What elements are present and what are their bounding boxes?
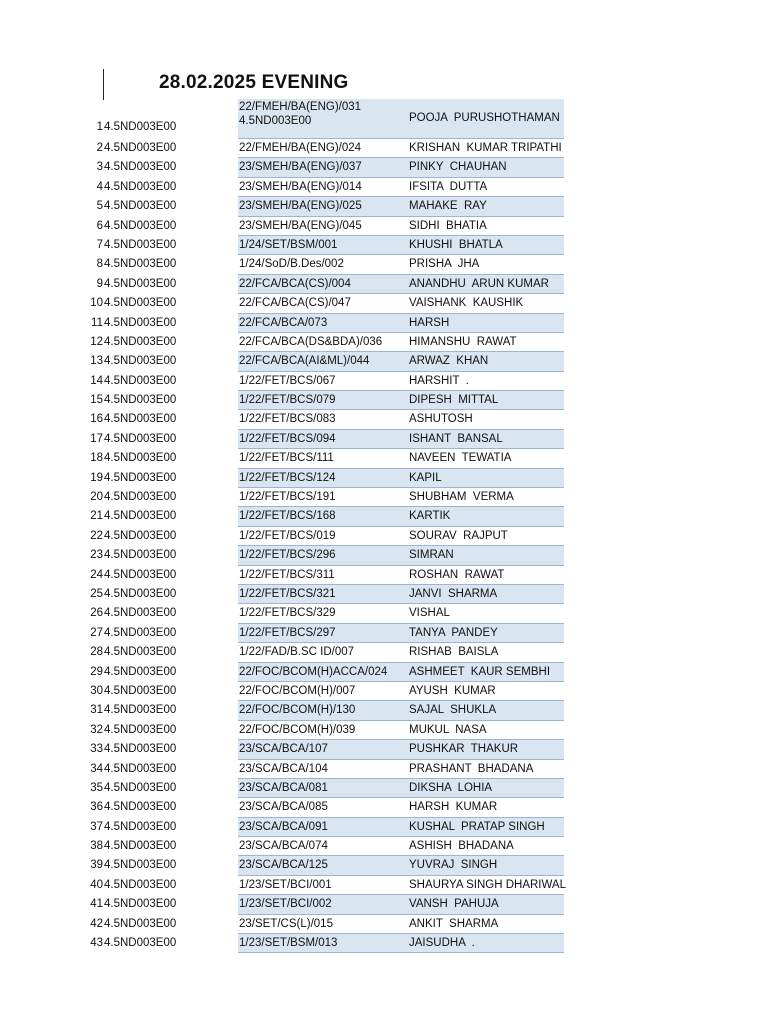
exam-code: 4.5ND003E00	[104, 743, 177, 756]
exam-code: 4.5ND003E00	[104, 529, 177, 542]
exam-code: 4.5ND003E00	[104, 297, 177, 310]
record-cell	[238, 546, 564, 565]
student-name: SIDHI BHATIA	[409, 219, 487, 232]
serial-number: 23	[90, 549, 103, 562]
record-cell	[238, 158, 564, 177]
record-cell	[238, 915, 564, 934]
student-name: VISHAL	[409, 607, 450, 620]
serial-number: 9	[96, 277, 103, 290]
serial-number: 1	[96, 121, 103, 133]
record-cell	[238, 604, 564, 623]
roll-number: 1/22/FET/BCS/111	[239, 452, 334, 465]
roll-number: 1/22/FET/BCS/297	[239, 626, 336, 639]
exam-code: 4.5ND003E00	[104, 277, 177, 290]
student-name: YUVRAJ SINGH	[409, 859, 498, 872]
roll-number: 22/FOC/BCOM(H)ACCA/024	[239, 665, 388, 678]
record-cell	[238, 430, 564, 449]
student-name: JAISUDHA .	[409, 937, 475, 950]
table-row	[0, 876, 768, 895]
serial-number: 18	[90, 452, 103, 465]
record-cell	[238, 779, 564, 798]
record-cell	[238, 818, 564, 837]
student-name: MAHAKE RAY	[409, 200, 487, 213]
student-name: ISHANT BANSAL	[409, 432, 503, 445]
student-name: KUSHAL PRATAP SINGH	[409, 820, 545, 833]
roll-number: 22/FMEH/BA(ENG)/024	[239, 142, 362, 154]
serial-number: 34	[90, 762, 103, 775]
serial-number: 12	[90, 335, 103, 348]
exam-code: 4.5ND003E00	[104, 374, 177, 387]
student-name: KARTIK	[409, 510, 451, 523]
exam-code: 4.5ND003E00	[104, 937, 177, 950]
roll-number: 1/22/FET/BCS/019	[239, 529, 336, 542]
serial-number: 5	[96, 200, 103, 213]
serial-number: 16	[90, 413, 103, 426]
record-cell	[238, 217, 564, 236]
serial-number: 30	[90, 684, 103, 697]
record-cell	[238, 449, 564, 468]
roll-number: 23/SMEH/BA(ENG)/025	[239, 200, 362, 213]
roll-number: 1/23/SET/BSM/013	[239, 937, 338, 950]
serial-number: 24	[90, 568, 103, 581]
roll-number: 1/23/SET/BCI/002	[239, 898, 332, 911]
exam-code: 4.5ND003E00	[104, 762, 177, 775]
student-name: HARSH KUMAR	[409, 801, 498, 814]
serial-number: 39	[90, 859, 103, 872]
exam-code: 4.5ND003E00	[104, 801, 177, 814]
exam-code: 4.5ND003E00	[104, 607, 177, 620]
roll-number: 22/FCA/BCA(CS)/004	[239, 277, 351, 290]
exam-code: 4.5ND003E00	[104, 646, 177, 659]
table-row	[0, 721, 768, 740]
record-cell	[238, 585, 564, 604]
student-name: ARWAZ KHAN	[409, 355, 489, 368]
exam-code: 4.5ND003E00	[104, 432, 177, 445]
page-title: 28.02.2025 EVENING	[159, 72, 349, 93]
roll-number: 22/FCA/BCA(AI&ML)/044	[239, 355, 370, 368]
exam-code: 4.5ND003E00	[104, 859, 177, 872]
student-name: MUKUL NASA	[409, 723, 487, 736]
table-row	[0, 915, 768, 934]
record-cell	[238, 333, 564, 352]
serial-number: 13	[90, 355, 103, 368]
roll-number: 1/22/FET/BCS/311	[239, 568, 335, 581]
serial-number: 4	[96, 180, 103, 193]
student-name: PUSHKAR THAKUR	[409, 743, 519, 756]
serial-number: 40	[90, 878, 103, 891]
table-row	[0, 275, 768, 294]
table-row	[0, 410, 768, 429]
student-name: KRISHAN KUMAR TRIPATHI	[409, 142, 562, 154]
table-row	[0, 139, 768, 158]
student-name: VANSH PAHUJA	[409, 898, 499, 911]
student-name: NAVEEN TEWATIA	[409, 452, 512, 465]
roll-number	[239, 100, 361, 128]
serial-number: 26	[90, 607, 103, 620]
serial-number: 38	[90, 840, 103, 853]
exam-code: 4.5ND003E00	[104, 121, 177, 133]
exam-code: 4.5ND003E00	[104, 587, 177, 600]
table-row	[0, 391, 768, 410]
serial-number: 10	[90, 297, 103, 310]
serial-number: 25	[90, 587, 103, 600]
serial-number: 27	[90, 626, 103, 639]
serial-number: 20	[90, 491, 103, 504]
student-name: SOURAV RAJPUT	[409, 529, 508, 542]
roll-number: 22/FCA/BCA(DS&BDA)/036	[239, 335, 383, 348]
roll-number: 1/23/SET/BCI/001	[239, 878, 332, 891]
exam-code: 4.5ND003E00	[104, 452, 177, 465]
serial-number: 42	[90, 917, 103, 930]
table-row	[0, 507, 768, 526]
roll-number: 22/FCA/BCA(CS)/047	[239, 297, 351, 310]
roll-number-line-2: 4.5ND003E00	[239, 115, 312, 127]
student-name: TANYA PANDEY	[409, 626, 498, 639]
roll-number: 1/24/SET/BSM/001	[239, 238, 338, 251]
record-cell	[238, 798, 564, 817]
table-row	[0, 701, 768, 720]
exam-code: 4.5ND003E00	[104, 219, 177, 232]
roll-number: 1/24/SoD/B.Des/002	[239, 258, 344, 271]
table-row	[0, 449, 768, 468]
record-cell	[238, 624, 564, 643]
record-cell	[238, 876, 564, 895]
exam-code: 4.5ND003E00	[104, 898, 177, 911]
exam-code: 4.5ND003E00	[104, 258, 177, 271]
table-row	[0, 430, 768, 449]
roll-number: 22/FOC/BCOM(H)/007	[239, 684, 356, 697]
table-row	[0, 527, 768, 546]
record-cell	[238, 643, 564, 662]
exam-code: 4.5ND003E00	[104, 180, 177, 193]
record-cell	[238, 469, 564, 488]
table-row	[0, 798, 768, 817]
table-row	[0, 352, 768, 371]
table-row	[0, 818, 768, 837]
exam-code: 4.5ND003E00	[104, 704, 177, 717]
record-cell	[238, 314, 564, 333]
roll-number: 1/22/FET/BCS/296	[239, 549, 336, 562]
record-cell	[238, 701, 564, 720]
record-cell	[238, 352, 564, 371]
student-name: AYUSH KUMAR	[409, 684, 496, 697]
exam-code: 4.5ND003E00	[104, 626, 177, 639]
exam-code: 4.5ND003E00	[104, 238, 177, 251]
roll-number: 23/SCA/BCA/081	[239, 781, 328, 794]
record-cell	[238, 721, 564, 740]
roll-number: 1/22/FET/BCS/329	[239, 607, 336, 620]
table-row	[0, 546, 768, 565]
table-row	[0, 217, 768, 236]
table-row	[0, 643, 768, 662]
table-row	[0, 856, 768, 875]
table-row	[0, 760, 768, 779]
record-cell	[238, 99, 564, 139]
table-row	[0, 740, 768, 759]
serial-number: 41	[90, 898, 103, 911]
record-cell	[238, 527, 564, 546]
student-name: DIKSHA LOHIA	[409, 781, 493, 794]
roll-number: 23/SCA/BCA/125	[239, 859, 328, 872]
student-name: KAPIL	[409, 471, 442, 484]
table-row	[0, 314, 768, 333]
table-row	[0, 333, 768, 352]
exam-code: 4.5ND003E00	[104, 820, 177, 833]
roll-number: 22/FCA/BCA/073	[239, 316, 328, 329]
exam-code: 4.5ND003E00	[104, 491, 177, 504]
serial-number: 21	[90, 510, 103, 523]
serial-number: 22	[90, 529, 103, 542]
student-name: VAISHANK KAUSHIK	[409, 297, 524, 310]
roll-number: 1/22/FET/BCS/124	[239, 471, 336, 484]
exam-code: 4.5ND003E00	[104, 878, 177, 891]
serial-number: 32	[90, 723, 103, 736]
student-name: HIMANSHU RAWAT	[409, 335, 517, 348]
record-cell	[238, 275, 564, 294]
record-cell	[238, 740, 564, 759]
table-row	[0, 158, 768, 177]
student-name: HARSHIT .	[409, 374, 469, 387]
student-name: POOJA PURUSHOTHAMAN	[409, 112, 560, 124]
student-name: SHUBHAM VERMA	[409, 491, 514, 504]
roll-number: 23/SMEH/BA(ENG)/014	[239, 180, 362, 193]
student-name: RISHAB BAISLA	[409, 646, 499, 659]
student-name: ASHISH BHADANA	[409, 840, 514, 853]
record-cell	[238, 139, 564, 158]
roll-number: 1/22/FET/BCS/083	[239, 413, 336, 426]
serial-number: 7	[96, 238, 103, 251]
record-cell	[238, 856, 564, 875]
record-cell	[238, 760, 564, 779]
roll-number: 23/SMEH/BA(ENG)/037	[239, 161, 362, 174]
roll-number: 1/22/FET/BCS/094	[239, 432, 336, 445]
serial-number: 2	[96, 142, 103, 154]
table-row	[0, 236, 768, 255]
serial-number: 14	[90, 374, 103, 387]
table-row	[0, 934, 768, 953]
serial-number: 3	[96, 161, 103, 174]
serial-number: 33	[90, 743, 103, 756]
table-row	[0, 837, 768, 856]
student-name: PINKY CHAUHAN	[409, 161, 507, 174]
roll-number: 22/FOC/BCOM(H)/039	[239, 723, 356, 736]
student-name: SIMRAN	[409, 549, 454, 562]
table-row	[0, 488, 768, 507]
exam-code: 4.5ND003E00	[104, 394, 177, 407]
exam-code: 4.5ND003E00	[104, 665, 177, 678]
serial-number: 36	[90, 801, 103, 814]
student-name: ANKIT SHARMA	[409, 917, 499, 930]
table-row	[0, 895, 768, 914]
roll-number: 23/SCA/BCA/074	[239, 840, 328, 853]
record-cell	[238, 895, 564, 914]
exam-code: 4.5ND003E00	[104, 781, 177, 794]
record-cell	[238, 934, 564, 953]
record-cell	[238, 488, 564, 507]
student-name: JANVI SHARMA	[409, 587, 498, 600]
serial-number: 35	[90, 781, 103, 794]
serial-number: 19	[90, 471, 103, 484]
exam-code: 4.5ND003E00	[104, 316, 177, 329]
record-cell	[238, 837, 564, 856]
text-cursor	[103, 69, 104, 100]
table-row	[0, 624, 768, 643]
roll-number: 23/SCA/BCA/104	[239, 762, 328, 775]
serial-number: 37	[90, 820, 103, 833]
serial-number: 15	[90, 394, 103, 407]
roll-number: 23/SET/CS(L)/015	[239, 917, 333, 930]
exam-code: 4.5ND003E00	[104, 549, 177, 562]
table-row	[0, 372, 768, 391]
serial-number: 29	[90, 665, 103, 678]
serial-number: 11	[91, 316, 103, 329]
student-name: DIPESH MITTAL	[409, 394, 499, 407]
table-row	[0, 604, 768, 623]
record-cell	[238, 682, 564, 701]
exam-code: 4.5ND003E00	[104, 684, 177, 697]
exam-code: 4.5ND003E00	[104, 723, 177, 736]
roll-number: 1/22/FET/BCS/191	[239, 491, 336, 504]
student-name: PRASHANT BHADANA	[409, 762, 534, 775]
table-row	[0, 255, 768, 274]
record-cell	[238, 255, 564, 274]
student-name: ASHUTOSH	[409, 413, 473, 426]
exam-code: 4.5ND003E00	[104, 568, 177, 581]
student-name: ROSHAN RAWAT	[409, 568, 505, 581]
record-cell	[238, 197, 564, 216]
table-row	[0, 99, 768, 139]
student-name: ANANDHU ARUN KUMAR	[409, 277, 549, 290]
student-name: PRISHA JHA	[409, 258, 480, 271]
record-cell	[238, 391, 564, 410]
record-cell	[238, 294, 564, 313]
roll-number: 1/22/FET/BCS/321	[239, 587, 336, 600]
table-row	[0, 566, 768, 585]
record-cell	[238, 236, 564, 255]
record-cell	[238, 372, 564, 391]
roll-number: 23/SCA/BCA/085	[239, 801, 328, 814]
roll-number-line: 22/FMEH/BA(ENG)/031	[239, 101, 362, 113]
record-cell	[238, 507, 564, 526]
table-row	[0, 197, 768, 216]
student-name: SAJAL SHUKLA	[409, 704, 497, 717]
record-cell	[238, 178, 564, 197]
table-row	[0, 682, 768, 701]
student-name: SHAURYA SINGH DHARIWAL	[409, 878, 566, 891]
exam-code: 4.5ND003E00	[104, 510, 177, 523]
roll-number: 23/SMEH/BA(ENG)/045	[239, 219, 362, 232]
student-name: IFSITA DUTTA	[409, 180, 488, 193]
serial-number: 17	[90, 432, 103, 445]
serial-number: 43	[90, 937, 103, 950]
roll-number: 1/22/FET/BCS/168	[239, 510, 336, 523]
serial-number: 28	[90, 646, 103, 659]
record-cell	[238, 663, 564, 682]
roll-number: 1/22/FET/BCS/079	[239, 394, 336, 407]
student-name: KHUSHI BHATLA	[409, 238, 503, 251]
roll-number: 22/FOC/BCOM(H)/130	[239, 704, 356, 717]
table-row	[0, 663, 768, 682]
roll-number: 1/22/FAD/B.SC ID/007	[239, 646, 355, 659]
record-cell	[238, 566, 564, 585]
table-row	[0, 469, 768, 488]
exam-code: 4.5ND003E00	[104, 413, 177, 426]
student-table	[0, 99, 768, 953]
record-cell	[238, 410, 564, 429]
serial-number: 31	[90, 704, 103, 717]
exam-code: 4.5ND003E00	[104, 161, 177, 174]
serial-number: 8	[96, 258, 103, 271]
roll-number: 23/SCA/BCA/091	[239, 820, 328, 833]
roll-number: 1/22/FET/BCS/067	[239, 374, 336, 387]
table-row	[0, 585, 768, 604]
serial-number: 6	[96, 219, 103, 232]
exam-code: 4.5ND003E00	[104, 471, 177, 484]
student-name: ASHMEET KAUR SEMBHI	[409, 665, 551, 678]
table-row	[0, 779, 768, 798]
student-name: HARSH	[409, 316, 450, 329]
exam-code: 4.5ND003E00	[104, 840, 177, 853]
table-row	[0, 178, 768, 197]
exam-code: 4.5ND003E00	[104, 200, 177, 213]
roll-number: 23/SCA/BCA/107	[239, 743, 328, 756]
exam-code: 4.5ND003E00	[104, 335, 177, 348]
table-row	[0, 294, 768, 313]
exam-code: 4.5ND003E00	[104, 917, 177, 930]
exam-code: 4.5ND003E00	[104, 355, 177, 368]
exam-code: 4.5ND003E00	[104, 142, 177, 154]
